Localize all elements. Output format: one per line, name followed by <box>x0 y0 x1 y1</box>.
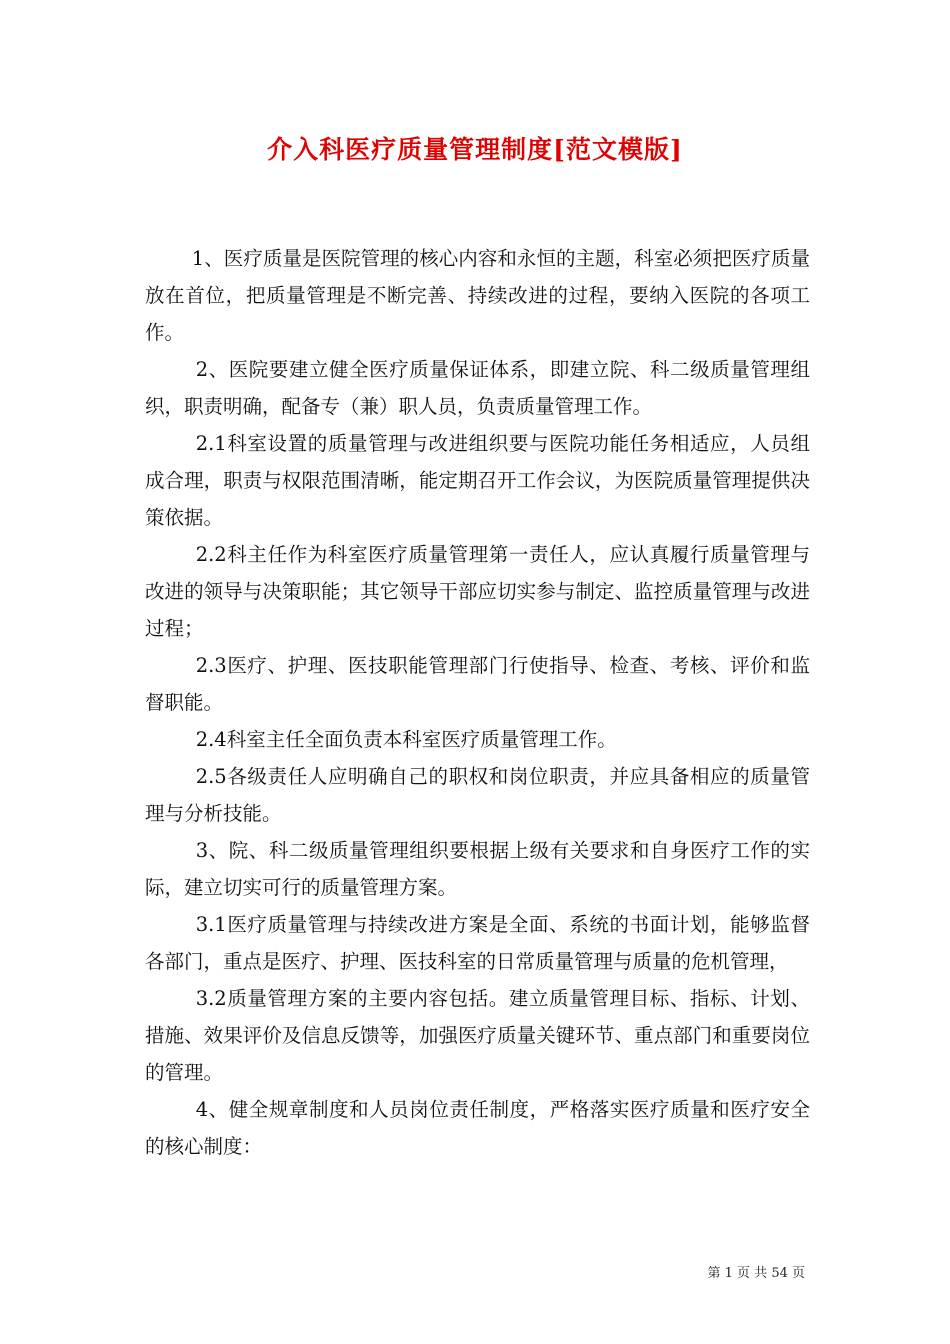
paragraph-2: 2、医院要建立健全医疗质量保证体系，即建立院、科二级质量管理组织，职责明确，配备专（兼）职人员，负责质量管理工作。 <box>145 358 810 418</box>
page-number-footer: 第 1 页 共 54 页 <box>707 1266 805 1281</box>
paragraph-2-2: 2.2科主任作为科室医疗质量管理第一责任人，应认真履行质量管理与改进的领导与决策职能；其它领导干部应切实参与制定、监控质量管理与改进过程； <box>145 543 810 640</box>
paragraph-1: 1、医疗质量是医院管理的核心内容和永恒的主题，科室必须把医疗质量放在首位，把质量管理是不断完善、持续改进的过程，要纳入医院的各项工作。 <box>145 247 810 344</box>
paragraph-2-5: 2.5各级责任人应明确自己的职权和岗位职责，并应具备相应的质量管理与分析技能。 <box>145 765 810 825</box>
paragraph-2-1: 2.1科室设置的质量管理与改进组织要与医院功能任务相适应，人员组成合理，职责与权限范围清晰，能定期召开工作会议，为医院质量管理提供决策依据。 <box>145 432 810 529</box>
paragraph-3-2: 3.2质量管理方案的主要内容包括。建立质量管理目标、指标、计划、措施、效果评价及信息反馈等，加强医疗质量关键环节、重点部门和重要岗位的管理。 <box>145 987 810 1084</box>
paragraph-4: 4、健全规章制度和人员岗位责任制度，严格落实医疗质量和医疗安全的核心制度： <box>145 1098 810 1158</box>
document-title: 介入科医疗质量管理制度[范文模版] <box>267 135 683 164</box>
paragraph-2-4: 2.4科室主任全面负责本科室医疗质量管理工作。 <box>195 728 617 751</box>
document-body <box>145 240 810 1165</box>
paragraph-2-3: 2.3医疗、护理、医技职能管理部门行使指导、检查、考核、评价和监督职能。 <box>145 654 810 714</box>
paragraph-3: 3、院、科二级质量管理组织要根据上级有关要求和自身医疗工作的实际，建立切实可行的质量管理方案。 <box>145 839 810 899</box>
paragraph-3-1: 3.1医疗质量管理与持续改进方案是全面、系统的书面计划，能够监督各部门，重点是医疗、护理、医技科室的日常质量管理与质量的危机管理， <box>145 913 810 973</box>
